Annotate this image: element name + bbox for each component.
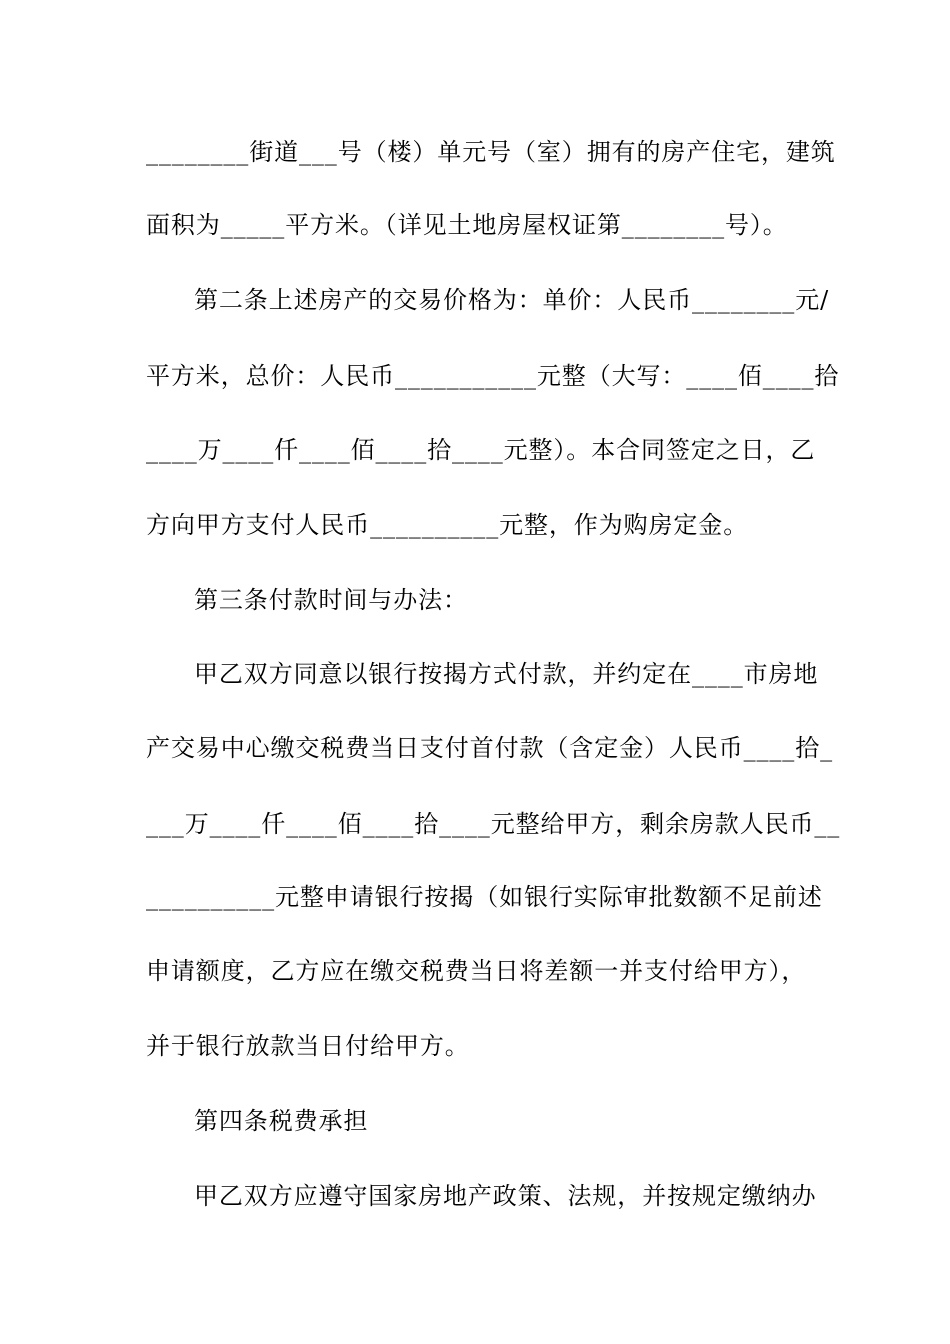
text-line-8: 甲乙双方同意以银行按揭方式付款，并约定在____市房地: [194, 660, 819, 688]
text-line-10: ___万____仟____佰____拾____元整给甲方，剩余房款人民币__: [146, 810, 841, 838]
text-line-13: 并于银行放款当日付给甲方。: [146, 1032, 470, 1060]
text-line-2: 面积为_____平方米。（详见土地房屋权证第________号）。: [146, 211, 788, 239]
text-line-9: 产交易中心缴交税费当日支付首付款（含定金）人民币____拾_: [146, 734, 833, 762]
text-line-15: 甲乙双方应遵守国家房地产政策、法规，并按规定缴纳办: [194, 1182, 817, 1210]
text-line-5: ____万____仟____佰____拾____元整）。本合同签定之日，乙: [146, 436, 816, 464]
text-line-3: 第二条上述房产的交易价格为：单价：人民币________元/: [194, 286, 830, 314]
text-line-6: 方向甲方支付人民币__________元整，作为购房定金。: [146, 511, 749, 539]
text-line-11: __________元整申请银行按揭（如银行实际审批数额不足前述: [146, 883, 823, 911]
text-line-1: ________街道___号（楼）单元号（室）拥有的房产住宅，建筑: [146, 138, 836, 166]
text-line-12: 申请额度，乙方应在缴交税费当日将差额一并支付给甲方），: [146, 957, 807, 985]
text-line-7: 第三条付款时间与办法：: [194, 586, 468, 614]
text-line-14: 第四条税费承担: [194, 1107, 369, 1135]
text-line-4: 平方米，总价：人民币___________元整（大写：____佰____拾: [146, 362, 840, 390]
